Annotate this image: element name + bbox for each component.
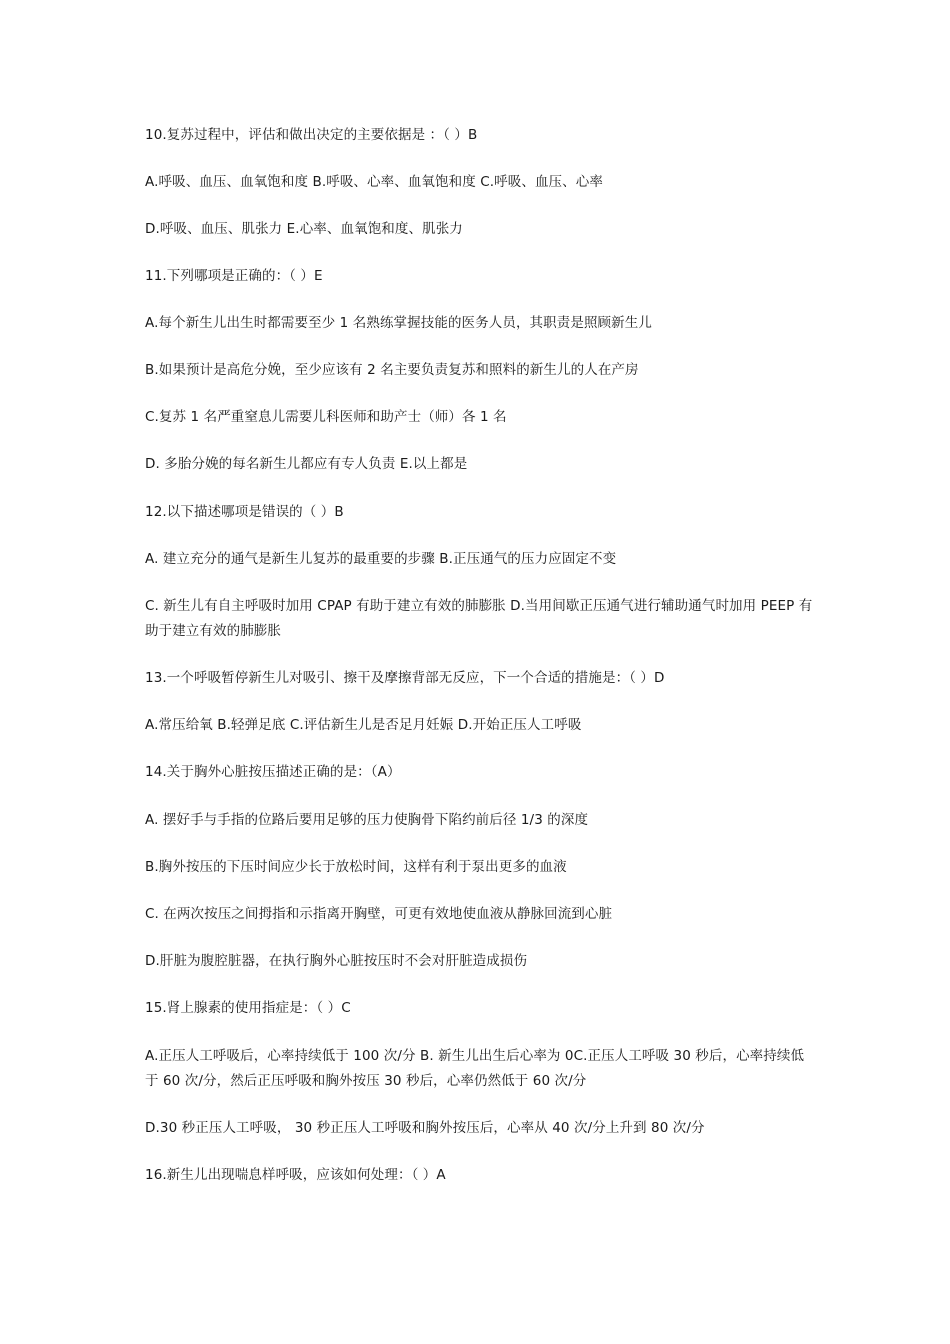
question-11-stem: 11.下列哪项是正确的：（ ）E <box>145 268 323 284</box>
question-13-options: A.常压给氧 B.轻弹足底 C.评估新生儿是否足月妊娠 D.开始正压人工呼吸 <box>145 717 582 733</box>
question-15-option-d: D.30 秒正压人工呼吸， 30 秒正压人工呼吸和胸外按压后，心率从 40 次/分上升到 80 次/分 <box>145 1120 705 1136</box>
question-12-options-line-1: A. 建立充分的通气是新生儿复苏的最重要的步骤 B.正压通气的压力应固定不变 <box>145 551 617 567</box>
question-11-option-c: C.复苏 1 名严重窒息儿需要儿科医师和助产士（师）各 1 名 <box>145 409 507 425</box>
question-14-option-a: A. 摆好手与手指的位路后要用足够的压力使胸骨下陷约前后径 1/3 的深度 <box>145 812 589 828</box>
question-15-stem: 15.肾上腺素的使用指症是：（ ）C <box>145 1000 351 1016</box>
question-14-stem: 14.关于胸外心脏按压描述正确的是：（A） <box>145 764 401 780</box>
question-10-options-line-2: D.呼吸、血压、肌张力 E.心率、血氧饱和度、肌张力 <box>145 221 463 237</box>
question-15-options-a-b-c: A.正压人工呼吸后，心率持续低于 100 次/分 B. 新生儿出生后心率为 0C.正压人工呼吸 30 秒后，心率持续低于 60 次/分，然后正压呼吸和胸外按压 30 秒后，心率仍然低于 60 次/分 <box>145 1048 805 1089</box>
question-16-stem: 16.新生儿出现喘息样呼吸，应该如何处理：（ ）A <box>145 1167 446 1183</box>
question-13-stem: 13.一个呼吸暂停新生儿对吸引、擦干及摩擦背部无反应，下一个合适的措施是：（ ）D <box>145 670 665 686</box>
question-11-option-d-e: D. 多胎分娩的每名新生儿都应有专人负责 E.以上都是 <box>145 456 468 472</box>
question-12-options-line-2: C. 新生儿有自主呼吸时加用 CPAP 有助于建立有效的肺膨胀 D.当用间歇正压通气进行辅助通气时加用 PEEP 有助于建立有效的肺膨胀 <box>145 598 813 639</box>
question-14-option-d: D.肝脏为腹腔脏器，在执行胸外心脏按压时不会对肝脏造成损伤 <box>145 953 528 969</box>
question-10-options-line-1: A.呼吸、血压、血氧饱和度 B.呼吸、心率、血氧饱和度 C.呼吸、血压、心率 <box>145 174 603 190</box>
question-12-stem: 12.以下描述哪项是错误的（ ）B <box>145 504 344 520</box>
question-11-option-a: A.每个新生儿出生时都需要至少 1 名熟练掌握技能的医务人员，其职责是照顾新生儿 <box>145 315 652 331</box>
question-14-option-b: B.胸外按压的下压时间应少长于放松时间，这样有利于泵出更多的血液 <box>145 859 567 875</box>
question-14-option-c: C. 在两次按压之间拇指和示指离开胸壁，可更有效地使血液从静脉回流到心脏 <box>145 906 613 922</box>
question-10-stem: 10.复苏过程中，评估和做出决定的主要依据是 ：（ ）B <box>145 127 478 143</box>
question-11-option-b: B.如果预计是高危分娩，至少应该有 2 名主要负责复苏和照料的新生儿的人在产房 <box>145 362 639 378</box>
